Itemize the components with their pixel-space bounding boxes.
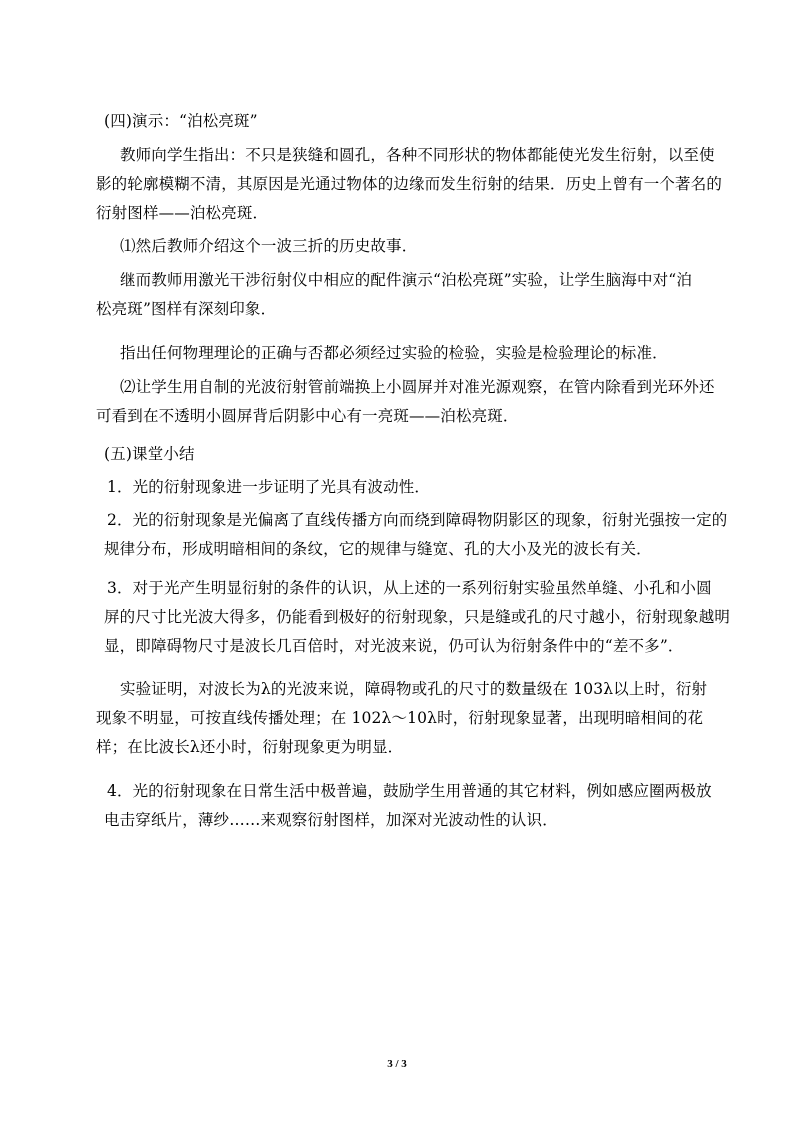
text-line: 规律分布，形成明暗相间的条纹，它的规律与缝宽、孔的大小及光的波长有关． bbox=[104, 540, 652, 558]
text-line: 屏的尺寸比光波大得多，仍能看到极好的衍射现象，只是缝或孔的尺寸越小，衍射现象越明 bbox=[104, 608, 731, 626]
section-5-heading bbox=[104, 442, 724, 467]
text-line: 实验证明，对波长为λ的光波来说，障碍物或孔的尺寸的数量级在 103λ以上时，衍射 bbox=[120, 680, 708, 698]
paragraph-teacher-points bbox=[96, 143, 740, 226]
page-number: 3 / 3 bbox=[387, 1058, 407, 1070]
paragraph-history-story bbox=[120, 234, 740, 259]
text-line: 2．光的衍射现象是光偏离了直线传播方向而绕到障碍物阴影区的现象，衍射光强按一定的 bbox=[107, 511, 728, 529]
text-line: 指出任何物理理论的正确与否都必须经过实验的检验，实验是检验理论的标准． bbox=[120, 344, 668, 362]
text-line: 3．对于光产生明显衍射的条件的认识，从上述的一系列衍射实验虽然单缝、小孔和小圆 bbox=[107, 579, 712, 597]
text-line: 继而教师用激光干涉衍射仪中相应的配件演示“泊松亮斑”实验，让学生脑海中对“泊 bbox=[120, 271, 692, 289]
text-line: 衍射图样——泊松亮斑． bbox=[96, 204, 269, 222]
summary-item-1 bbox=[107, 475, 727, 500]
summary-item-2 bbox=[104, 508, 728, 562]
paragraph-experiment-proof bbox=[96, 677, 740, 760]
section-title: (四)演示：“泊松亮斑” bbox=[104, 112, 258, 130]
text-line: 电击穿纸片，薄纱……来观察衍射图样，加深对光波动性的认识． bbox=[104, 811, 558, 829]
text-line: 1．光的衍射现象进一步证明了光具有波动性． bbox=[107, 478, 431, 496]
summary-item-4 bbox=[104, 779, 727, 833]
text-line: 样；在比波长λ还小时，衍射现象更为明显． bbox=[96, 738, 404, 756]
text-line: ⑵让学生用自制的光波衍射管前端换上小圆屏并对准光源观察，在管内除看到光环外还 bbox=[120, 378, 715, 396]
text-line: ⑴然后教师介绍这个一波三折的历史故事． bbox=[120, 237, 418, 255]
text-line: 显，即障碍物尺寸是波长几百倍时，对光波来说，仍可认为衍射条件中的“差不多”． bbox=[104, 637, 684, 655]
text-line: 影的轮廓模糊不清，其原因是光通过物体的边缘而发生衍射的结果．历史上曾有一个著名的 bbox=[96, 175, 723, 193]
paragraph-laser-demo bbox=[96, 268, 740, 322]
text-line: 松亮斑”图样有深刻印象． bbox=[96, 300, 277, 318]
text-line: 现象不明显，可按直线传播处理；在 102λ～10λ时，衍射现象显著，出现明暗相间的花 bbox=[96, 709, 704, 727]
text-line: 教师向学生指出：不只是狭缝和圆孔，各种不同形状的物体都能使光发生衍射，以至使 bbox=[120, 146, 715, 164]
text-line: 可看到在不透明小圆屏背后阴影中心有一亮斑——泊松亮斑． bbox=[96, 407, 519, 425]
summary-item-3 bbox=[104, 576, 731, 659]
section-4-heading bbox=[104, 109, 724, 134]
text-line: 4．光的衍射现象在日常生活中极普遍，鼓励学生用普通的其它材料，例如感应圈两极放 bbox=[107, 782, 712, 800]
paragraph-diffraction-tube bbox=[96, 375, 740, 429]
paragraph-theory-check bbox=[120, 341, 740, 366]
section-title: (五)课堂小结 bbox=[104, 445, 195, 463]
